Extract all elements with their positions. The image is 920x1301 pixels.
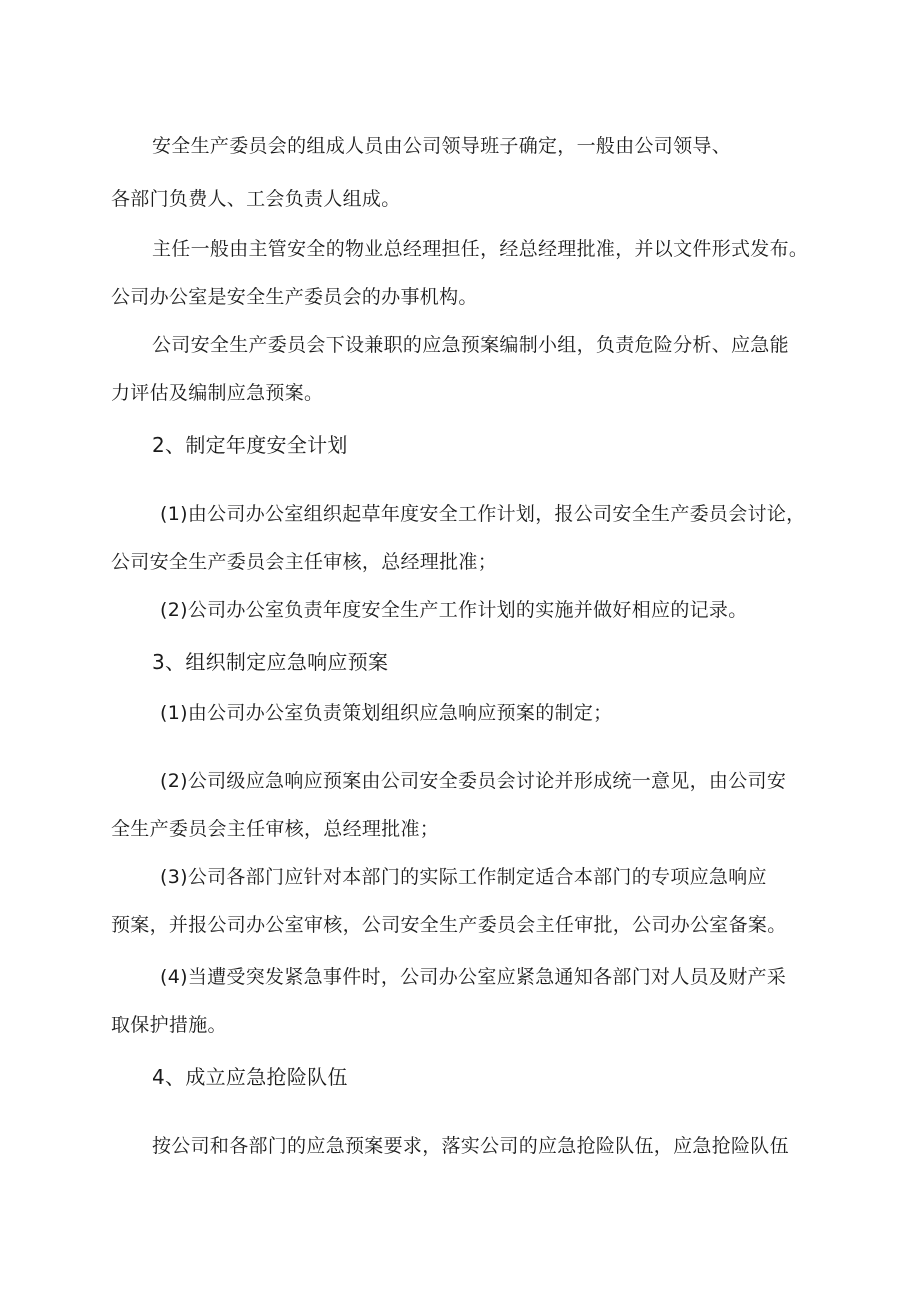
section-heading: 3、组织制定应急响应预案 bbox=[152, 650, 389, 674]
paragraph-line: 全生产委员会主任审核，总经理批准； bbox=[111, 818, 440, 840]
list-item-line: (1)由公司办公室负责策划组织应急响应预案的制定； bbox=[160, 702, 613, 724]
paragraph-line: 力评估及编制应急预案。 bbox=[111, 382, 324, 404]
paragraph-line: 公司安全生产委员会主任审核，总经理批准； bbox=[111, 551, 498, 573]
list-item-line: (2)公司级应急响应预案由公司安全委员会讨论并形成统一意见，由公司安 bbox=[160, 770, 787, 792]
list-item-line: (2)公司办公室负责年度安全生产工作计划的实施并做好相应的记录。 bbox=[160, 599, 748, 621]
paragraph-line: 预案，并报公司办公室审核，公司安全生产委员会主任审批，公司办公室备案。 bbox=[111, 914, 787, 936]
paragraph-line: 公司办公室是安全生产委员会的办事机构。 bbox=[111, 286, 478, 308]
paragraph-line: 按公司和各部门的应急预案要求，落实公司的应急抢险队伍，应急抢险队伍 bbox=[152, 1135, 789, 1157]
paragraph-line: 主任一般由主管安全的物业总经理担任，经总经理批准，并以文件形式发布。 bbox=[152, 238, 809, 260]
section-heading: 2、制定年度安全计划 bbox=[152, 433, 348, 457]
list-item-line: (1)由公司办公室组织起草年度安全工作计划，报公司安全生产委员会讨论， bbox=[160, 503, 806, 525]
list-item-line: (4)当遭受突发紧急事件时，公司办公室应紧急通知各部门对人员及财产采 bbox=[160, 966, 787, 988]
paragraph-line: 安全生产委员会的组成人员由公司领导班子确定，一般由公司领导、 bbox=[152, 135, 732, 157]
paragraph-line: 公司安全生产委员会下设兼职的应急预案编制小组，负责危险分析、应急能 bbox=[152, 334, 789, 356]
paragraph-line: 取保护措施。 bbox=[111, 1014, 227, 1036]
paragraph-line: 各部门负费人、工会负责人组成。 bbox=[111, 188, 401, 210]
section-heading: 4、成立应急抢险队伍 bbox=[152, 1065, 348, 1089]
list-item-line: (3)公司各部门应针对本部门的实际工作制定适合本部门的专项应急响应 bbox=[160, 866, 767, 888]
